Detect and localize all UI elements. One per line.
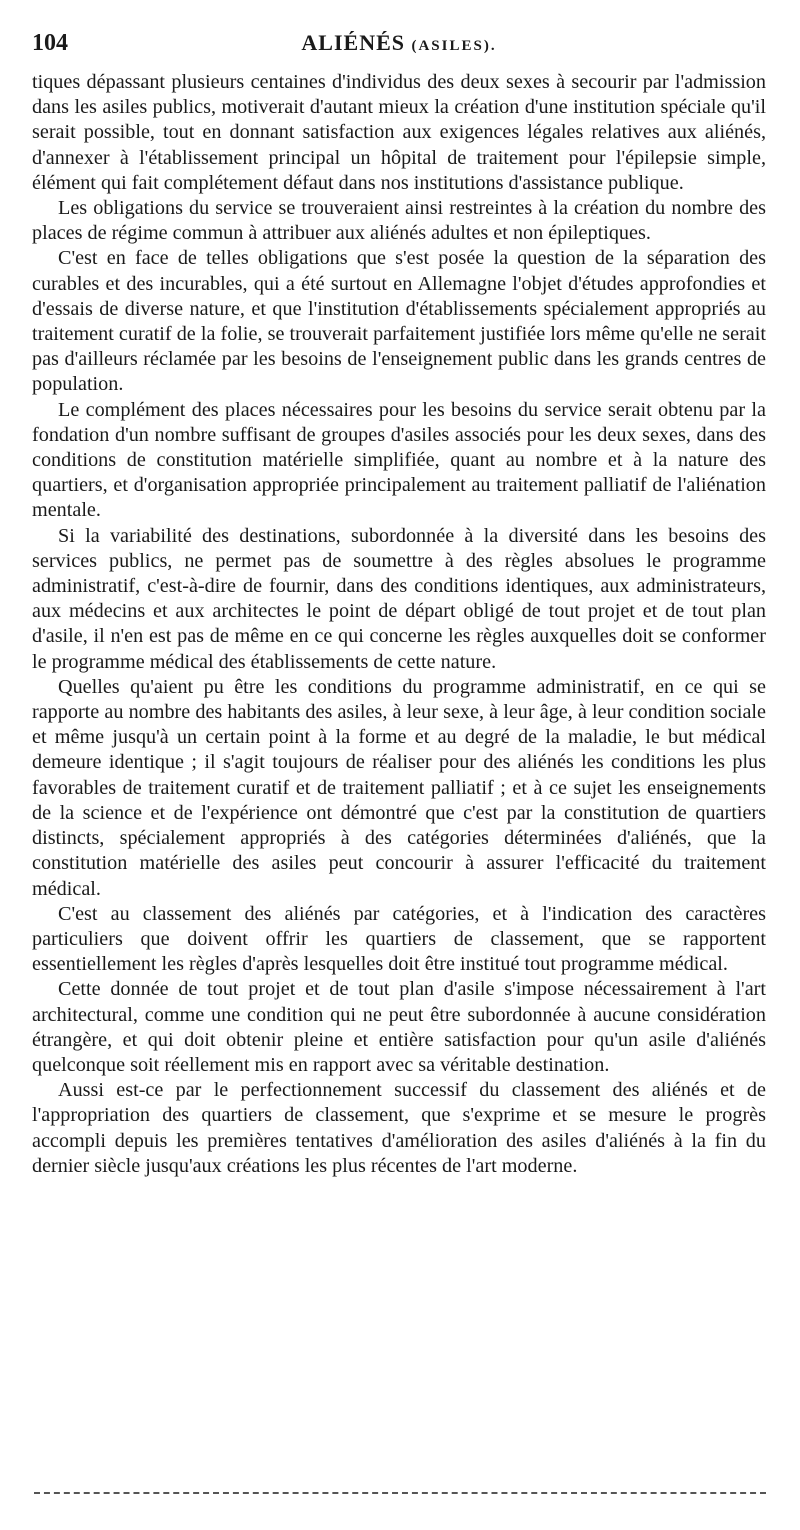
paragraph-3: C'est en face de telles obligations que s'est posée la question de la séparation des curables et des incurables, qui a été surtout en Allemagne l'objet d'études approfondies et d'essais de diverse nature, et que l'institution d'établissements spécialement appropriés au traitement curatif de la folie, se trouverait parfaitement justifiée lors même qu'elle ne serait pas d'ailleurs réclamée par les besoins de l'enseignement public dans les grands centres de population. — [32, 247, 766, 396]
paragraph-8: Cette donnée de tout projet et de tout plan d'asile s'impose nécessairement à l'art architectural, comme une condition qui ne peut être subordonnée à aucune considération étrangère, et qui doit obtenir pleine et entière satisfaction pour qu'un asile d'aliénés quelconque soit réellement mis en rapport avec sa véritable destination. — [32, 978, 766, 1076]
paragraph-5: Si la variabilité des destinations, subordonnée à la diversité dans les besoins des services publics, ne permet pas de soumettre à des règles absolues le programme administratif, c'est-à-dire de fournir, dans des conditions identiques, aux administrateurs, aux médecins et aux architectes le point de départ obligé de tout projet et de tout plan d'asile, il n'en est pas de même en ce qui concerne les règles auxquelles doit se conformer le programme médical des établissements de cette nature. — [32, 524, 766, 673]
running-title-main: ALIÉNÉS — [301, 30, 405, 55]
paragraph-1: tiques dépassant plusieurs centaines d'individus des deux sexes à secourir par l'admission dans les asiles publics, motiverait d'autant mieux la création d'une institution spéciale qu'il serait possible, tout en donnant satisfaction aux exigences légales relatives aux aliénés, d'annexer à l'établissement principal un hôpital de traitement pour l'épilepsie simple, élément qui fait complétement défaut dans nos institutions d'assistance publique. — [32, 71, 766, 194]
running-head — [32, 26, 766, 70]
paragraph-9: Aussi est-ce par le perfectionnement successif du classement des aliénés et de l'appropriation des quartiers de classement, que s'exprime et se mesure le progrès accompli depuis les premières tentatives d'amélioration des asiles d'aliénés à la fin du dernier siècle jusqu'aux créations les plus récentes de l'art moderne. — [32, 1079, 766, 1177]
body-text — [32, 70, 766, 1179]
paragraph-2: Les obligations du service se trouveraient ainsi restreintes à la création du nombre des places de régime commun à attribuer aux aliénés adultes et non épileptiques. — [32, 197, 766, 245]
running-title — [32, 30, 766, 56]
paragraph-4: Le complément des places nécessaires pour les besoins du service serait obtenu par la fondation d'un nombre suffisant de groupes d'asiles associés pour les deux sexes, dans des conditions de constitution matérielle simplifiée, quant au nombre et à la nature des quartiers, et d'organisation appropriée principalement au traitement palliatif de l'aliénation mentale. — [32, 398, 766, 522]
page-number: 104 — [32, 30, 68, 56]
paragraph-6: Quelles qu'aient pu être les conditions du programme administratif, en ce qui se rapporte au nombre des habitants des asiles, à leur sexe, à leur âge, à leur condition sociale et même jusqu'à un certain point à la forme et au degré de la maladie, le but médical demeure identique ; il s'agit toujours de réaliser pour des aliénés les conditions les plus favorables de traitement curatif et de traitement palliatif ; et à ce sujet les enseignements de la science et de l'expérience ont démontré que c'est par la constitution de quartiers distincts, spécialement appropriés à des catégories déterminées d'aliénés, que la constitution matérielle des asiles peut concourir à assurer l'efficacité du traitement médical. — [32, 675, 766, 900]
footer-rule — [34, 1492, 766, 1494]
running-title-sub: (ASILES). — [411, 38, 497, 54]
paragraph-7: C'est au classement des aliénés par catégories, et à l'indication des caractères particuliers que doivent offrir les quartiers de classement, que se rapportent essentiellement les règles d'après lesquelles doit être institué tout programme médical. — [32, 902, 766, 976]
